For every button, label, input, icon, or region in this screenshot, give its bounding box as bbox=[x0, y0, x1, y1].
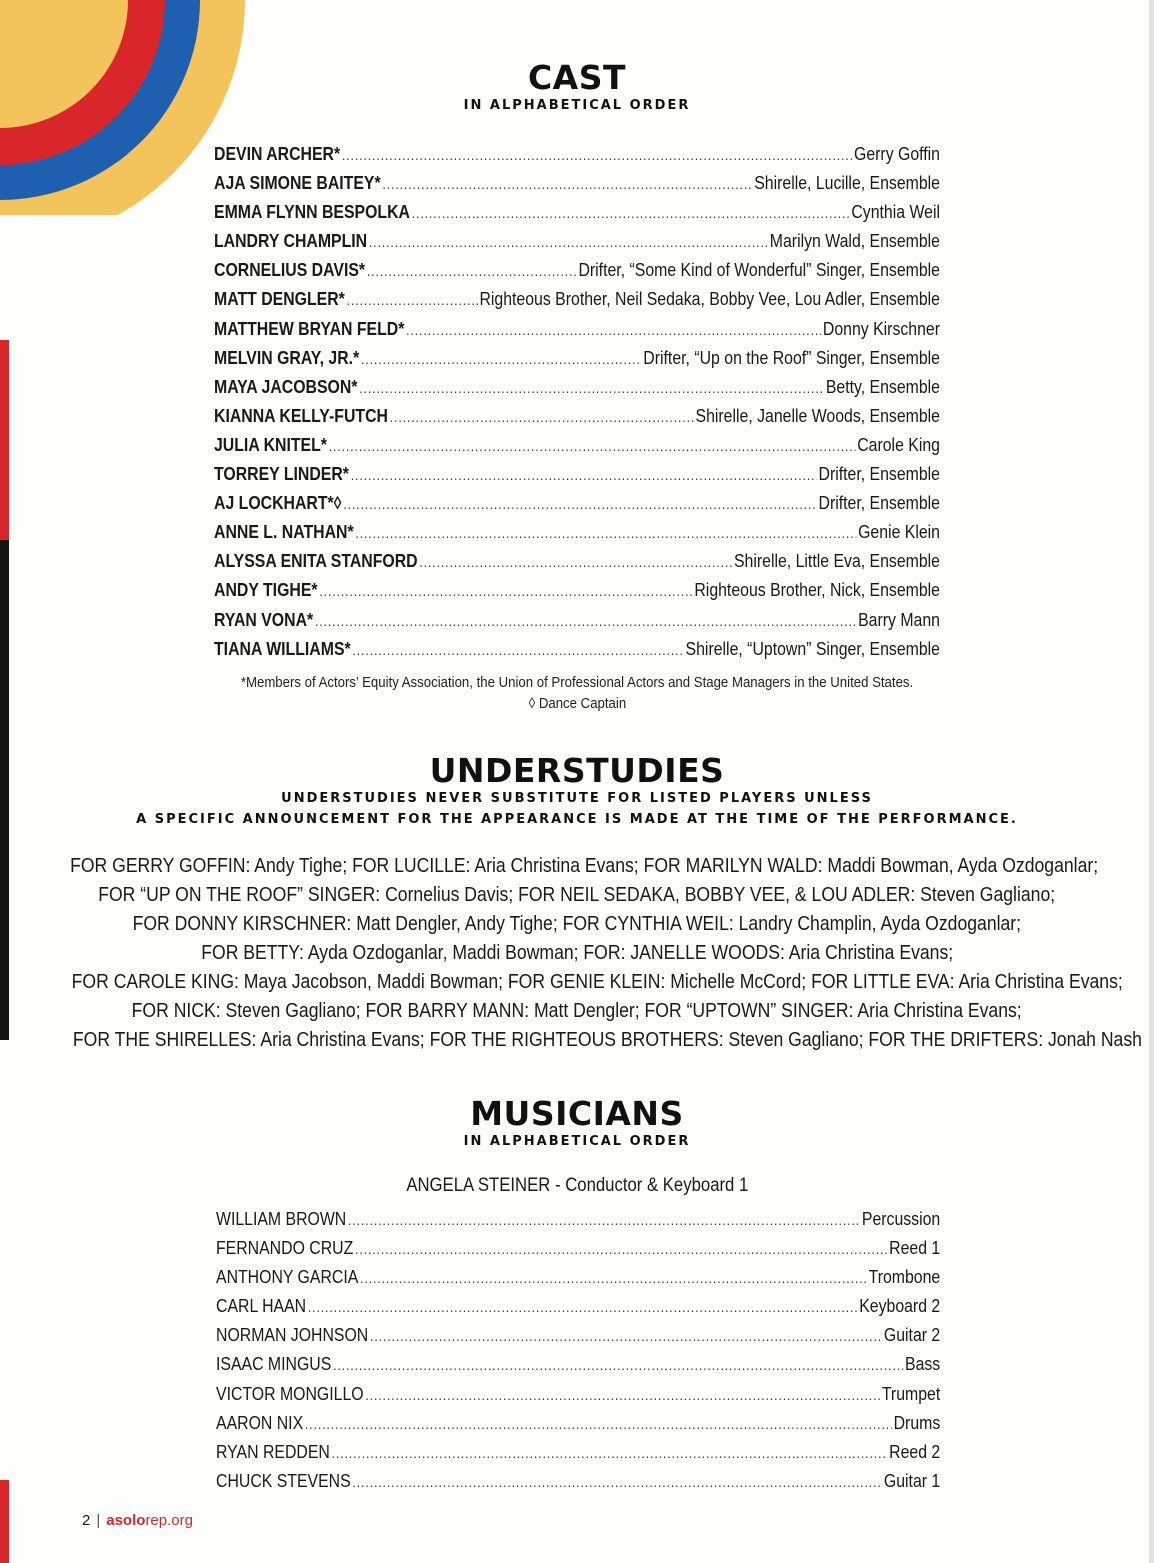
understudy-text: FOR THE SHIRELLES: Aria Christina Evans; FOR THE RIGHTEOUS BROTHERS: Steven Gagliano; FOR THE DRIFTERS: Jonah Nash bbox=[72, 1029, 1142, 1051]
entry-name: KIANNA KELLY-FUTCH bbox=[214, 405, 388, 426]
list-item bbox=[216, 1350, 940, 1379]
list-item bbox=[216, 1409, 940, 1438]
entry-name: JULIA KNITEL* bbox=[214, 434, 327, 455]
page-footer bbox=[82, 1512, 193, 1529]
musicians-subtitle: IN ALPHABETICAL ORDER bbox=[463, 1134, 691, 1149]
dot-leader bbox=[355, 519, 856, 548]
dot-leader bbox=[359, 374, 824, 403]
entry-name: AJA SIMONE BAITEY* bbox=[214, 173, 381, 194]
conductor-line: ANGELA STEINER - Conductor & Keyboard 1 bbox=[406, 1175, 748, 1196]
list-item bbox=[214, 576, 940, 605]
entry-name: MELVIN GRAY, JR.* bbox=[214, 347, 360, 368]
footer-separator: | bbox=[96, 1512, 101, 1529]
understudy-line bbox=[0, 997, 1154, 1026]
understudy-text: FOR BETTY: Ayda Ozdoganlar, Maddi Bowman; FOR: JANELLE WOODS: Aria Christina Evans; bbox=[201, 942, 953, 964]
site-name-rest: rep.org bbox=[145, 1512, 193, 1529]
cast-title: CAST bbox=[527, 58, 627, 97]
dance-captain-note: ◊ Dance Captain bbox=[528, 695, 626, 712]
entry-name: MATT DENGLER* bbox=[214, 289, 345, 310]
entry-role: Marilyn Wald, Ensemble bbox=[769, 231, 940, 252]
equity-footnote: *Members of Actors’ Equity Association, the Union of Professional Actors and Stage Managers in the United States. bbox=[240, 674, 914, 691]
list-item bbox=[216, 1292, 940, 1321]
dot-leader bbox=[332, 1439, 888, 1468]
entry-name: LANDRY CHAMPLIN bbox=[214, 231, 368, 252]
entry-role: Betty, Ensemble bbox=[825, 376, 940, 397]
cast-subtitle: IN ALPHABETICAL ORDER bbox=[463, 98, 691, 113]
entry-name: EMMA FLYNN BESPOLKA bbox=[214, 202, 410, 223]
musicians-list bbox=[216, 1205, 1039, 1496]
entry-name: ANDY TIGHE* bbox=[214, 580, 318, 601]
list-item bbox=[214, 431, 940, 460]
entry-role: Cynthia Weil bbox=[851, 202, 940, 223]
entry-name: ALYSSA ENITA STANFORD bbox=[214, 551, 418, 572]
entry-name: VICTOR MONGILLO bbox=[216, 1383, 364, 1404]
list-item bbox=[214, 315, 940, 344]
dot-leader bbox=[329, 432, 856, 461]
entry-name: RYAN REDDEN bbox=[216, 1441, 330, 1462]
list-item bbox=[214, 169, 940, 198]
entry-name: CORNELIUS DAVIS* bbox=[214, 260, 366, 281]
list-item bbox=[214, 227, 940, 256]
entry-role: Drums bbox=[893, 1412, 941, 1433]
understudy-text: FOR DONNY KIRSCHNER: Matt Dengler, Andy Tighe; FOR CYNTHIA WEIL: Landry Champlin, Ayda Ozdoganlar; bbox=[132, 913, 1022, 935]
entry-role: Carole King bbox=[857, 434, 940, 455]
list-item bbox=[216, 1263, 940, 1292]
list-item bbox=[214, 373, 940, 402]
understudy-line bbox=[0, 910, 1154, 939]
dot-leader bbox=[369, 228, 768, 257]
entry-role: Righteous Brother, Neil Sedaka, Bobby Vee, Lou Adler, Ensemble bbox=[479, 289, 940, 310]
page-number: 2 bbox=[82, 1512, 91, 1529]
list-item bbox=[214, 547, 940, 576]
entry-role: Guitar 1 bbox=[883, 1470, 941, 1491]
entry-name: CARL HAAN bbox=[216, 1296, 307, 1317]
entry-role: Barry Mann bbox=[858, 609, 940, 630]
entry-name: CHUCK STEVENS bbox=[216, 1470, 351, 1491]
list-item bbox=[216, 1321, 940, 1350]
dot-leader bbox=[352, 1468, 882, 1497]
entry-role: Drifter, Ensemble bbox=[818, 464, 940, 485]
dot-leader bbox=[315, 607, 856, 636]
list-item bbox=[216, 1234, 940, 1263]
entry-role: Shirelle, “Uptown” Singer, Ensemble bbox=[685, 638, 940, 659]
entry-name: FERNANDO CRUZ bbox=[216, 1238, 354, 1259]
entry-name: MATTHEW BRYAN FELD* bbox=[214, 318, 405, 339]
entry-role: Bass bbox=[905, 1354, 941, 1375]
list-item bbox=[214, 140, 940, 169]
dot-leader bbox=[319, 577, 692, 606]
entry-role: Shirelle, Janelle Woods, Ensemble bbox=[695, 405, 940, 426]
list-item bbox=[216, 1467, 940, 1496]
entry-role: Gerry Goffin bbox=[854, 144, 940, 164]
understudy-text: FOR CAROLE KING: Maya Jacobson, Maddi Bowman; FOR GENIE KLEIN: Michelle McCord; FOR LITTLE EVA: Aria Christina Evans; bbox=[71, 971, 1123, 993]
cast-list bbox=[214, 140, 1039, 664]
understudy-text: FOR GERRY GOFFIN: Andy Tighe; FOR LUCILLE: Aria Christina Evans; FOR MARILYN WALD: Maddi Bowman, Ayda Ozdoganlar; bbox=[70, 855, 1099, 877]
understudies-subtitle-line2: A SPECIFIC ANNOUNCEMENT FOR THE APPEARANCE IS MADE AT THE TIME OF THE PERFORMANCE. bbox=[136, 812, 1018, 827]
understudy-text: FOR “UP ON THE ROOF” SINGER: Cornelius Davis; FOR NEIL SEDAKA, BOBBY VEE, & LOU ADLER: Steven Gagliano; bbox=[98, 884, 1056, 906]
entry-name: TORREY LINDER* bbox=[214, 464, 349, 485]
understudy-line bbox=[0, 852, 1154, 881]
understudy-line bbox=[0, 939, 1154, 968]
entry-role: Trombone bbox=[868, 1267, 941, 1288]
dot-leader bbox=[390, 403, 694, 432]
left-edge-stripe bbox=[0, 1480, 9, 1563]
entry-name: MAYA JACOBSON* bbox=[214, 376, 358, 397]
understudy-text: FOR NICK: Steven Gagliano; FOR BARRY MANN: Matt Dengler; FOR “UPTOWN” SINGER: Aria Christina Evans; bbox=[131, 1000, 1023, 1022]
understudies-list bbox=[0, 852, 1154, 1055]
list-item bbox=[214, 635, 940, 664]
list-item bbox=[214, 489, 940, 518]
entry-name: ANNE L. NATHAN* bbox=[214, 522, 354, 543]
entry-name: AJ LOCKHART*◊ bbox=[214, 493, 342, 514]
site-name-bold: asolo bbox=[106, 1512, 146, 1529]
list-item bbox=[216, 1205, 940, 1234]
entry-role: Keyboard 2 bbox=[859, 1296, 941, 1317]
dot-leader bbox=[370, 1322, 882, 1351]
entry-role: Percussion bbox=[861, 1209, 941, 1229]
entry-name: ISAAC MINGUS bbox=[216, 1354, 332, 1375]
list-item bbox=[214, 256, 940, 285]
dot-leader bbox=[406, 316, 821, 345]
entry-name: ANTHONY GARCIA bbox=[216, 1267, 359, 1288]
entry-name: AARON NIX bbox=[216, 1412, 304, 1433]
list-item bbox=[214, 460, 940, 489]
dot-leader bbox=[352, 636, 683, 665]
entry-role: Righteous Brother, Nick, Ensemble bbox=[694, 580, 940, 601]
dot-leader bbox=[308, 1293, 858, 1322]
dot-leader bbox=[343, 490, 816, 519]
dot-leader bbox=[355, 1235, 887, 1264]
dot-leader bbox=[342, 141, 852, 170]
list-item bbox=[214, 402, 940, 431]
entry-role: Shirelle, Lucille, Ensemble bbox=[754, 173, 940, 194]
list-item bbox=[216, 1380, 940, 1409]
dot-leader bbox=[419, 548, 732, 577]
dot-leader bbox=[360, 1264, 867, 1293]
list-item bbox=[214, 285, 940, 314]
understudies-title: UNDERSTUDIES bbox=[429, 751, 725, 790]
dot-leader bbox=[382, 170, 752, 199]
entry-name: RYAN VONA* bbox=[214, 609, 314, 630]
entry-role: Donny Kirschner bbox=[822, 318, 940, 339]
entry-role: Drifter, “Some Kind of Wonderful” Singer, Ensemble bbox=[578, 260, 940, 281]
entry-role: Guitar 2 bbox=[883, 1325, 941, 1346]
understudies-subtitle-line1: UNDERSTUDIES NEVER SUBSTITUTE FOR LISTED PLAYERS UNLESS bbox=[281, 791, 873, 806]
list-item bbox=[214, 344, 940, 373]
dot-leader bbox=[351, 461, 817, 490]
entry-name: DEVIN ARCHER* bbox=[214, 144, 341, 164]
entry-name: NORMAN JOHNSON bbox=[216, 1325, 369, 1346]
list-item bbox=[216, 1438, 940, 1467]
entry-role: Shirelle, Little Eva, Ensemble bbox=[733, 551, 940, 572]
dot-leader bbox=[347, 286, 478, 315]
understudy-line bbox=[0, 968, 1154, 997]
dot-leader bbox=[361, 345, 642, 374]
dot-leader bbox=[367, 257, 577, 286]
musicians-title: MUSICIANS bbox=[470, 1094, 684, 1133]
dot-leader bbox=[365, 1381, 880, 1410]
dot-leader bbox=[333, 1351, 903, 1380]
entry-role: Drifter, “Up on the Roof” Singer, Ensemble bbox=[643, 347, 940, 368]
entry-role: Reed 2 bbox=[889, 1441, 941, 1462]
entry-name: WILLIAM BROWN bbox=[216, 1209, 347, 1229]
dot-leader bbox=[412, 199, 850, 228]
entry-role: Reed 1 bbox=[889, 1238, 941, 1259]
list-item bbox=[214, 606, 940, 635]
entry-name: TIANA WILLIAMS* bbox=[214, 638, 351, 659]
list-item bbox=[214, 518, 940, 547]
understudy-line bbox=[0, 1026, 1154, 1055]
dot-leader bbox=[305, 1410, 892, 1439]
entry-role: Trumpet bbox=[881, 1383, 941, 1404]
entry-role: Genie Klein bbox=[858, 522, 940, 543]
left-edge-stripe bbox=[0, 340, 9, 540]
dot-leader bbox=[348, 1206, 860, 1235]
understudy-line bbox=[0, 881, 1154, 910]
list-item bbox=[214, 198, 940, 227]
entry-role: Drifter, Ensemble bbox=[818, 493, 940, 514]
